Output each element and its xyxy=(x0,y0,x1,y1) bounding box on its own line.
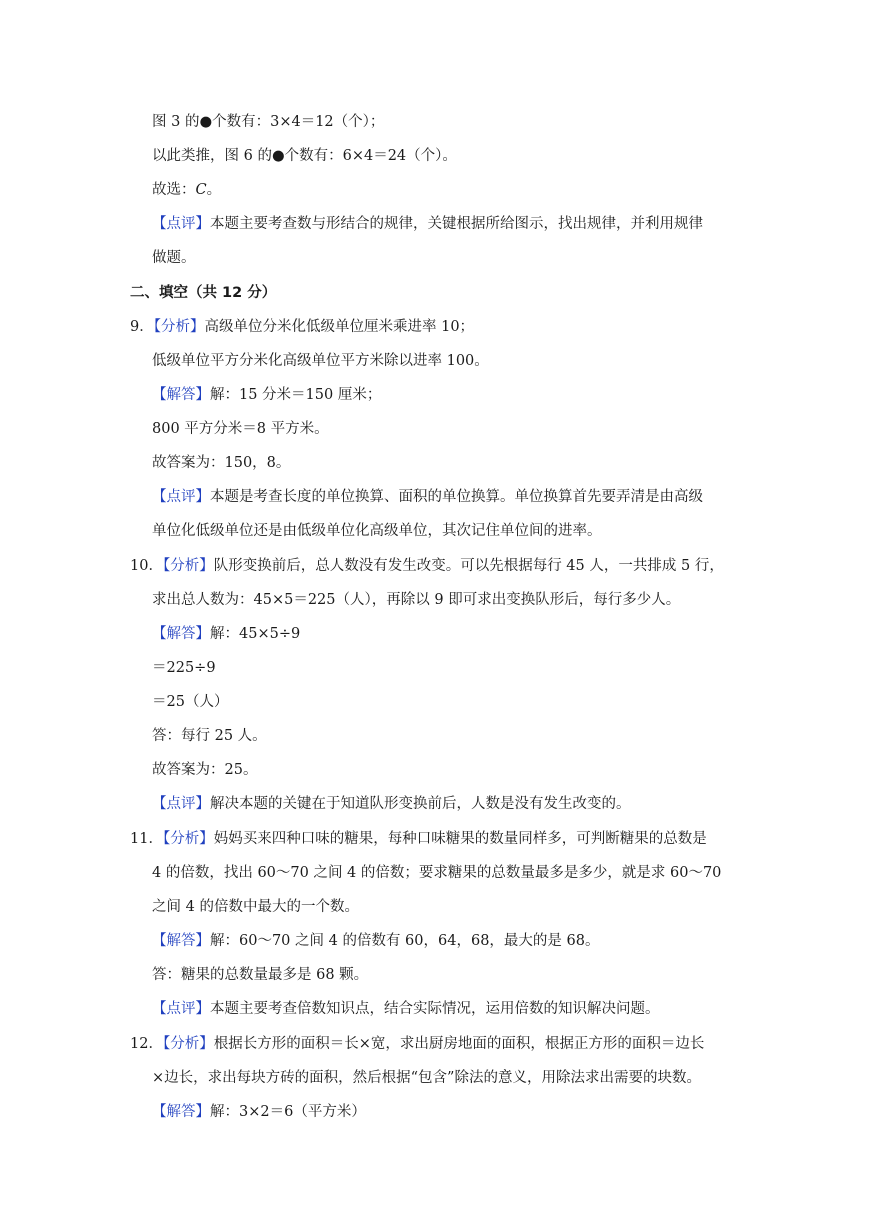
comment-tag: 【点评】 xyxy=(152,1001,210,1017)
q11-comment-text-1: 本题主要考查倍数知识点，结合实际情况，运用倍数的知识解决问题。 xyxy=(210,1001,660,1017)
q10-number: 10． xyxy=(130,558,163,574)
q12-analysis-text-1: 根据长方形的面积＝长×宽，求出厨房地面的面积，根据正方形的面积＝边长 xyxy=(213,1036,705,1052)
q9-analysis-line-1 xyxy=(130,317,474,337)
q11-analysis-text-1: 妈妈买来四种口味的糖果，每种口味糖果的数量同样多，可判断糖果的总数是 xyxy=(213,831,707,847)
q8-choice-value: C xyxy=(195,182,207,198)
analysis-tag: 【分析】 xyxy=(162,831,214,847)
q11-number: 11． xyxy=(130,831,163,847)
q9-answer-line-1 xyxy=(152,385,381,405)
q10-analysis-line-2: 求出总人数为：45×5＝225（人），再除以 9 即可求出变换队形后，每行多少人。 xyxy=(152,592,681,608)
analysis-tag: 【分析】 xyxy=(162,558,214,574)
q12-answer-line-1 xyxy=(152,1102,366,1122)
analysis-tag: 【分析】 xyxy=(153,319,205,335)
comment-tag: 【点评】 xyxy=(152,796,210,812)
q11-answer-line-1 xyxy=(152,931,599,951)
q10-comment-line-1 xyxy=(152,794,631,814)
q10-answer-line-5: 故答案为：25。 xyxy=(152,762,258,778)
q8-choice-suffix: 。 xyxy=(206,182,222,198)
section-title: 二、填空（共 12 分） xyxy=(130,285,277,301)
q8-line-2: 以此类推，图 6 的●个数有：6×4＝24（个）。 xyxy=(152,148,457,164)
answer-tag: 【解答】 xyxy=(152,1104,210,1120)
q10-analysis-text-1: 队形变换前后，总人数没有发生改变。可以先根据每行 45 人，一共排成 5 行， xyxy=(213,558,724,574)
q9-analysis-line-2: 低级单位平方分米化高级单位平方米除以进率 100。 xyxy=(152,353,489,369)
q10-answer-text-1: 解：45×5÷9 xyxy=(210,626,301,642)
q9-answer-line-2: 800 平方分米＝8 平方米。 xyxy=(152,421,329,437)
q8-comment-text-1: 本题主要考查数与形结合的规律，关键根据所给图示，找出规律，并利用规律 xyxy=(210,216,703,232)
q11-analysis-line-1 xyxy=(130,829,707,849)
answer-tag: 【解答】 xyxy=(152,933,210,949)
answer-tag: 【解答】 xyxy=(152,626,210,642)
q10-answer-line-2: ＝225÷9 xyxy=(152,660,216,676)
answer-tag: 【解答】 xyxy=(152,387,210,403)
q11-comment-line-1 xyxy=(152,999,660,1019)
q8-choice-prefix: 故选： xyxy=(152,182,196,198)
comment-tag: 【点评】 xyxy=(152,216,210,232)
q8-choice-line xyxy=(152,180,221,200)
q11-answer-line-2: 答：糖果的总数量最多是 68 颗。 xyxy=(152,967,369,983)
q10-answer-line-1 xyxy=(152,624,300,644)
q11-analysis-line-3: 之间 4 的倍数中最大的一个数。 xyxy=(152,899,359,915)
q12-answer-text-1: 解：3×2＝6（平方米） xyxy=(210,1104,366,1120)
q8-line-1: 图 3 的●个数有：3×4＝12（个）； xyxy=(152,114,385,130)
q10-comment-text-1: 解决本题的关键在于知道队形变换前后，人数是没有发生改变的。 xyxy=(210,796,631,812)
q9-analysis-text-1: 高级单位分米化低级单位厘米乘进率 10； xyxy=(204,319,475,335)
analysis-tag: 【分析】 xyxy=(162,1036,214,1052)
q12-analysis-line-1 xyxy=(130,1034,704,1054)
q10-answer-line-4: 答：每行 25 人。 xyxy=(152,728,267,744)
q10-answer-line-3: ＝25（人） xyxy=(152,694,229,710)
q9-number: 9． xyxy=(130,319,154,335)
q9-comment-line-2: 单位化低级单位还是由低级单位化高级单位，其次记住单位间的进率。 xyxy=(152,523,602,539)
q11-analysis-line-2: 4 的倍数，找出 60～70 之间 4 的倍数；要求糖果的总数量最多是多少，就是求 60～70 xyxy=(152,865,722,881)
q12-analysis-line-2: ×边长，求出每块方砖的面积，然后根据“包含”除法的意义，用除法求出需要的块数。 xyxy=(152,1070,701,1086)
q8-comment-line-2: 做题。 xyxy=(152,250,196,266)
q8-comment-line-1 xyxy=(152,214,703,234)
q9-answer-text-1: 解：15 分米＝150 厘米； xyxy=(210,387,382,403)
q10-analysis-line-1 xyxy=(130,556,724,576)
q11-answer-text-1: 解：60～70 之间 4 的倍数有 60，64，68，最大的是 68。 xyxy=(210,933,600,949)
q12-number: 12． xyxy=(130,1036,163,1052)
q9-comment-text-1: 本题是考查长度的单位换算、面积的单位换算。单位换算首先要弄清是由高级 xyxy=(210,489,703,505)
comment-tag: 【点评】 xyxy=(152,489,210,505)
q9-comment-line-1 xyxy=(152,487,703,507)
q9-answer-line-3: 故答案为：150，8。 xyxy=(152,455,291,471)
